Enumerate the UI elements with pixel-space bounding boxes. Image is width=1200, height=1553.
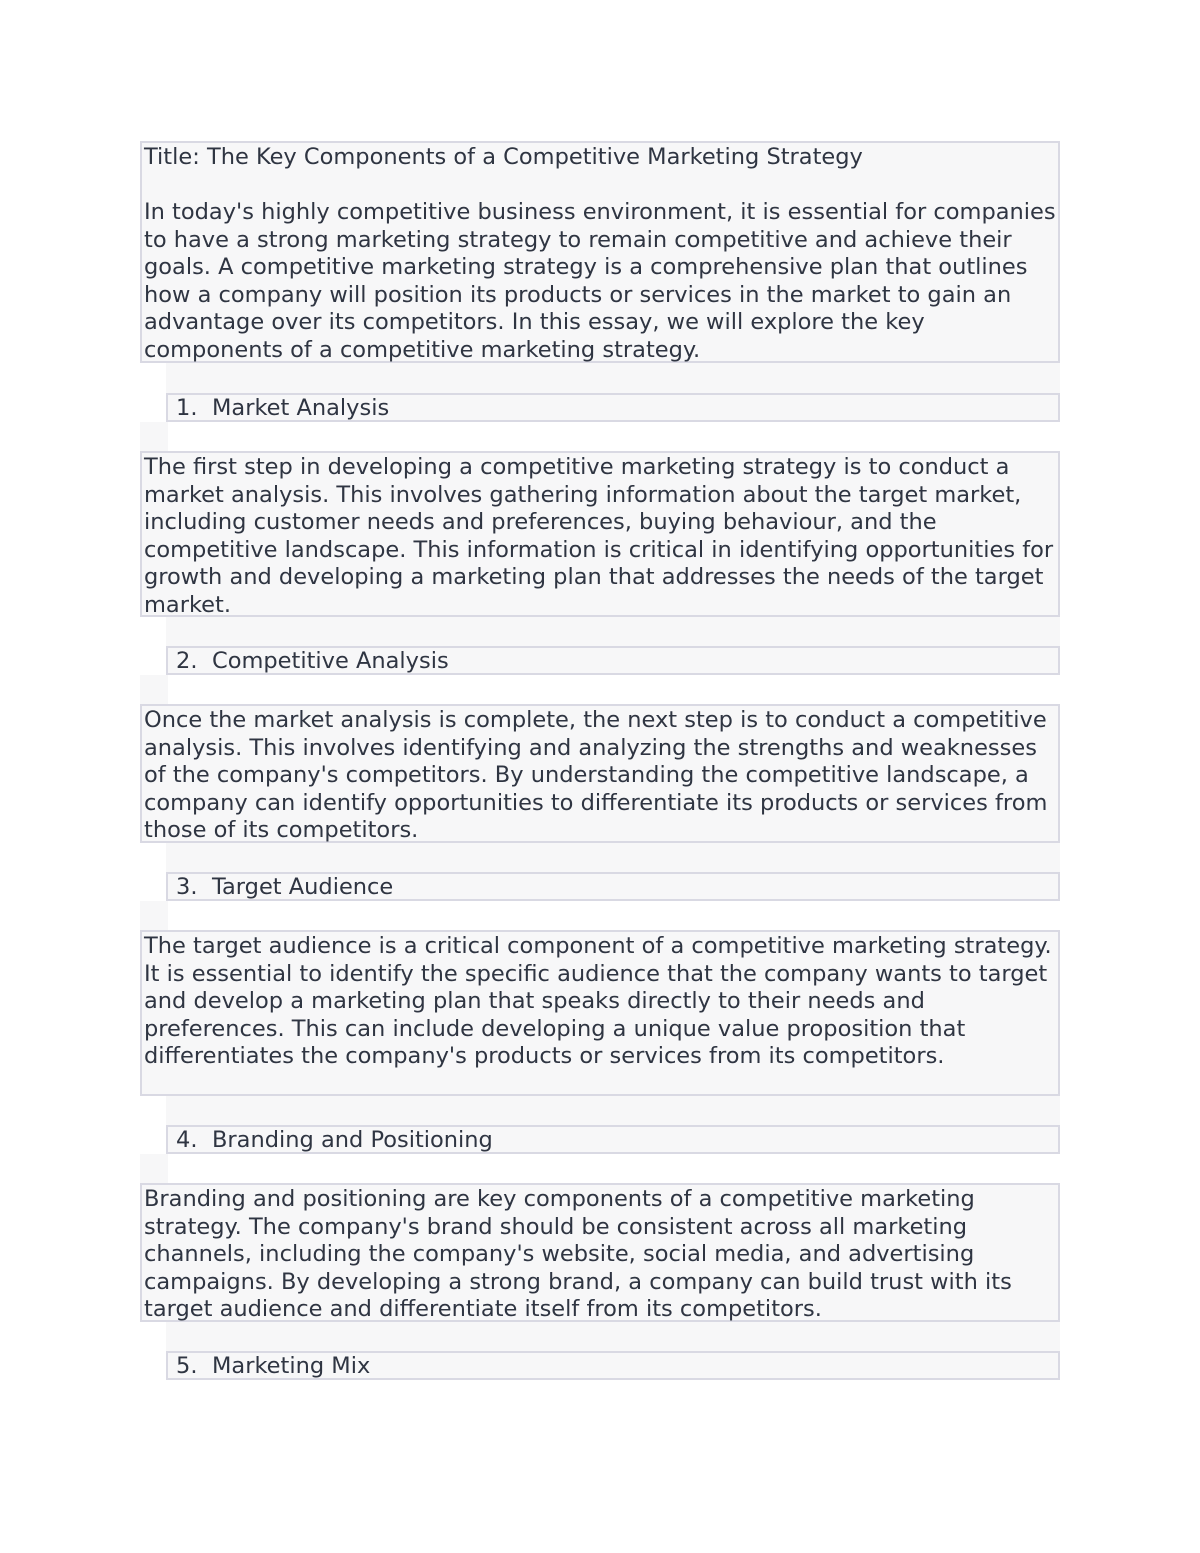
spacer (166, 1322, 1060, 1351)
spacer (140, 901, 1060, 930)
section-paragraph: Once the market analysis is complete, the next step is to conduct a competitive analysis. This involves identifying and analyzing the strengths and weaknesses of the company's competitors. By understanding the competitive landscape, a company can identify opportunities to differentiate its products or services from those of its competitors. (144, 707, 1055, 843)
spacer (166, 363, 1060, 393)
section-title: Marketing Mix (212, 1352, 371, 1379)
section-heading-1 (166, 393, 1060, 422)
section-title: Branding and Positioning (212, 1126, 493, 1153)
section-heading-2 (166, 646, 1060, 675)
blank-line (144, 172, 1056, 200)
intro-paragraph: In today's highly competitive business environment, it is essential for companies to have a strong marketing strategy to remain competitive and achieve their goals. A competitive marketing strategy is a comprehensive plan that outlines how a company will position its products or services in the market to gain an advantage over its competitors. In this essay, we will explore the key components of a competitive marketing strategy. (144, 199, 1063, 363)
section-body-3 (140, 930, 1060, 1096)
section-body-2 (140, 704, 1060, 843)
section-number: 5. (176, 1352, 198, 1379)
section-title: Market Analysis (212, 394, 390, 421)
spacer (166, 1096, 1060, 1125)
section-heading-4 (166, 1125, 1060, 1154)
spacer (166, 617, 1060, 646)
spacer (140, 422, 1060, 451)
spacer (166, 843, 1060, 872)
document-title: Title: The Key Components of a Competitive Marketing Strategy (144, 144, 863, 170)
section-paragraph: The first step in developing a competitive marketing strategy is to conduct a market analysis. This involves gathering information about the target market, including customer needs and preferences, buying behaviour, and the competitive landscape. This information is critical in identifying opportunities for growth and developing a marketing plan that addresses the needs of the target market. (144, 454, 1061, 618)
section-body-1 (140, 451, 1060, 617)
section-paragraph: Branding and positioning are key components of a competitive marketing strategy. The company's brand should be consistent across all marketing channels, including the company's website, social media, and advertising campaigns. By developing a strong brand, a company can build trust with its target audience and differentiate itself from its competitors. (144, 1186, 1019, 1322)
section-body-4 (140, 1183, 1060, 1322)
section-number: 1. (176, 394, 198, 421)
section-heading-5 (166, 1351, 1060, 1380)
section-number: 3. (176, 873, 198, 900)
spacer (140, 675, 1060, 704)
section-number: 2. (176, 647, 198, 674)
section-paragraph: The target audience is a critical component of a competitive marketing strategy. It is essential to identify the specific audience that the company wants to target and develop a marketing plan that speaks directly to their needs and preferences. This can include developing a unique value proposition that differentiates the company's products or services from its competitors. (144, 933, 1059, 1069)
spacer (140, 1154, 1060, 1183)
section-title: Competitive Analysis (212, 647, 449, 674)
document (140, 141, 1063, 1380)
section-title: Target Audience (212, 873, 394, 900)
intro-block (140, 141, 1063, 363)
section-number: 4. (176, 1126, 198, 1153)
section-heading-3 (166, 872, 1060, 901)
